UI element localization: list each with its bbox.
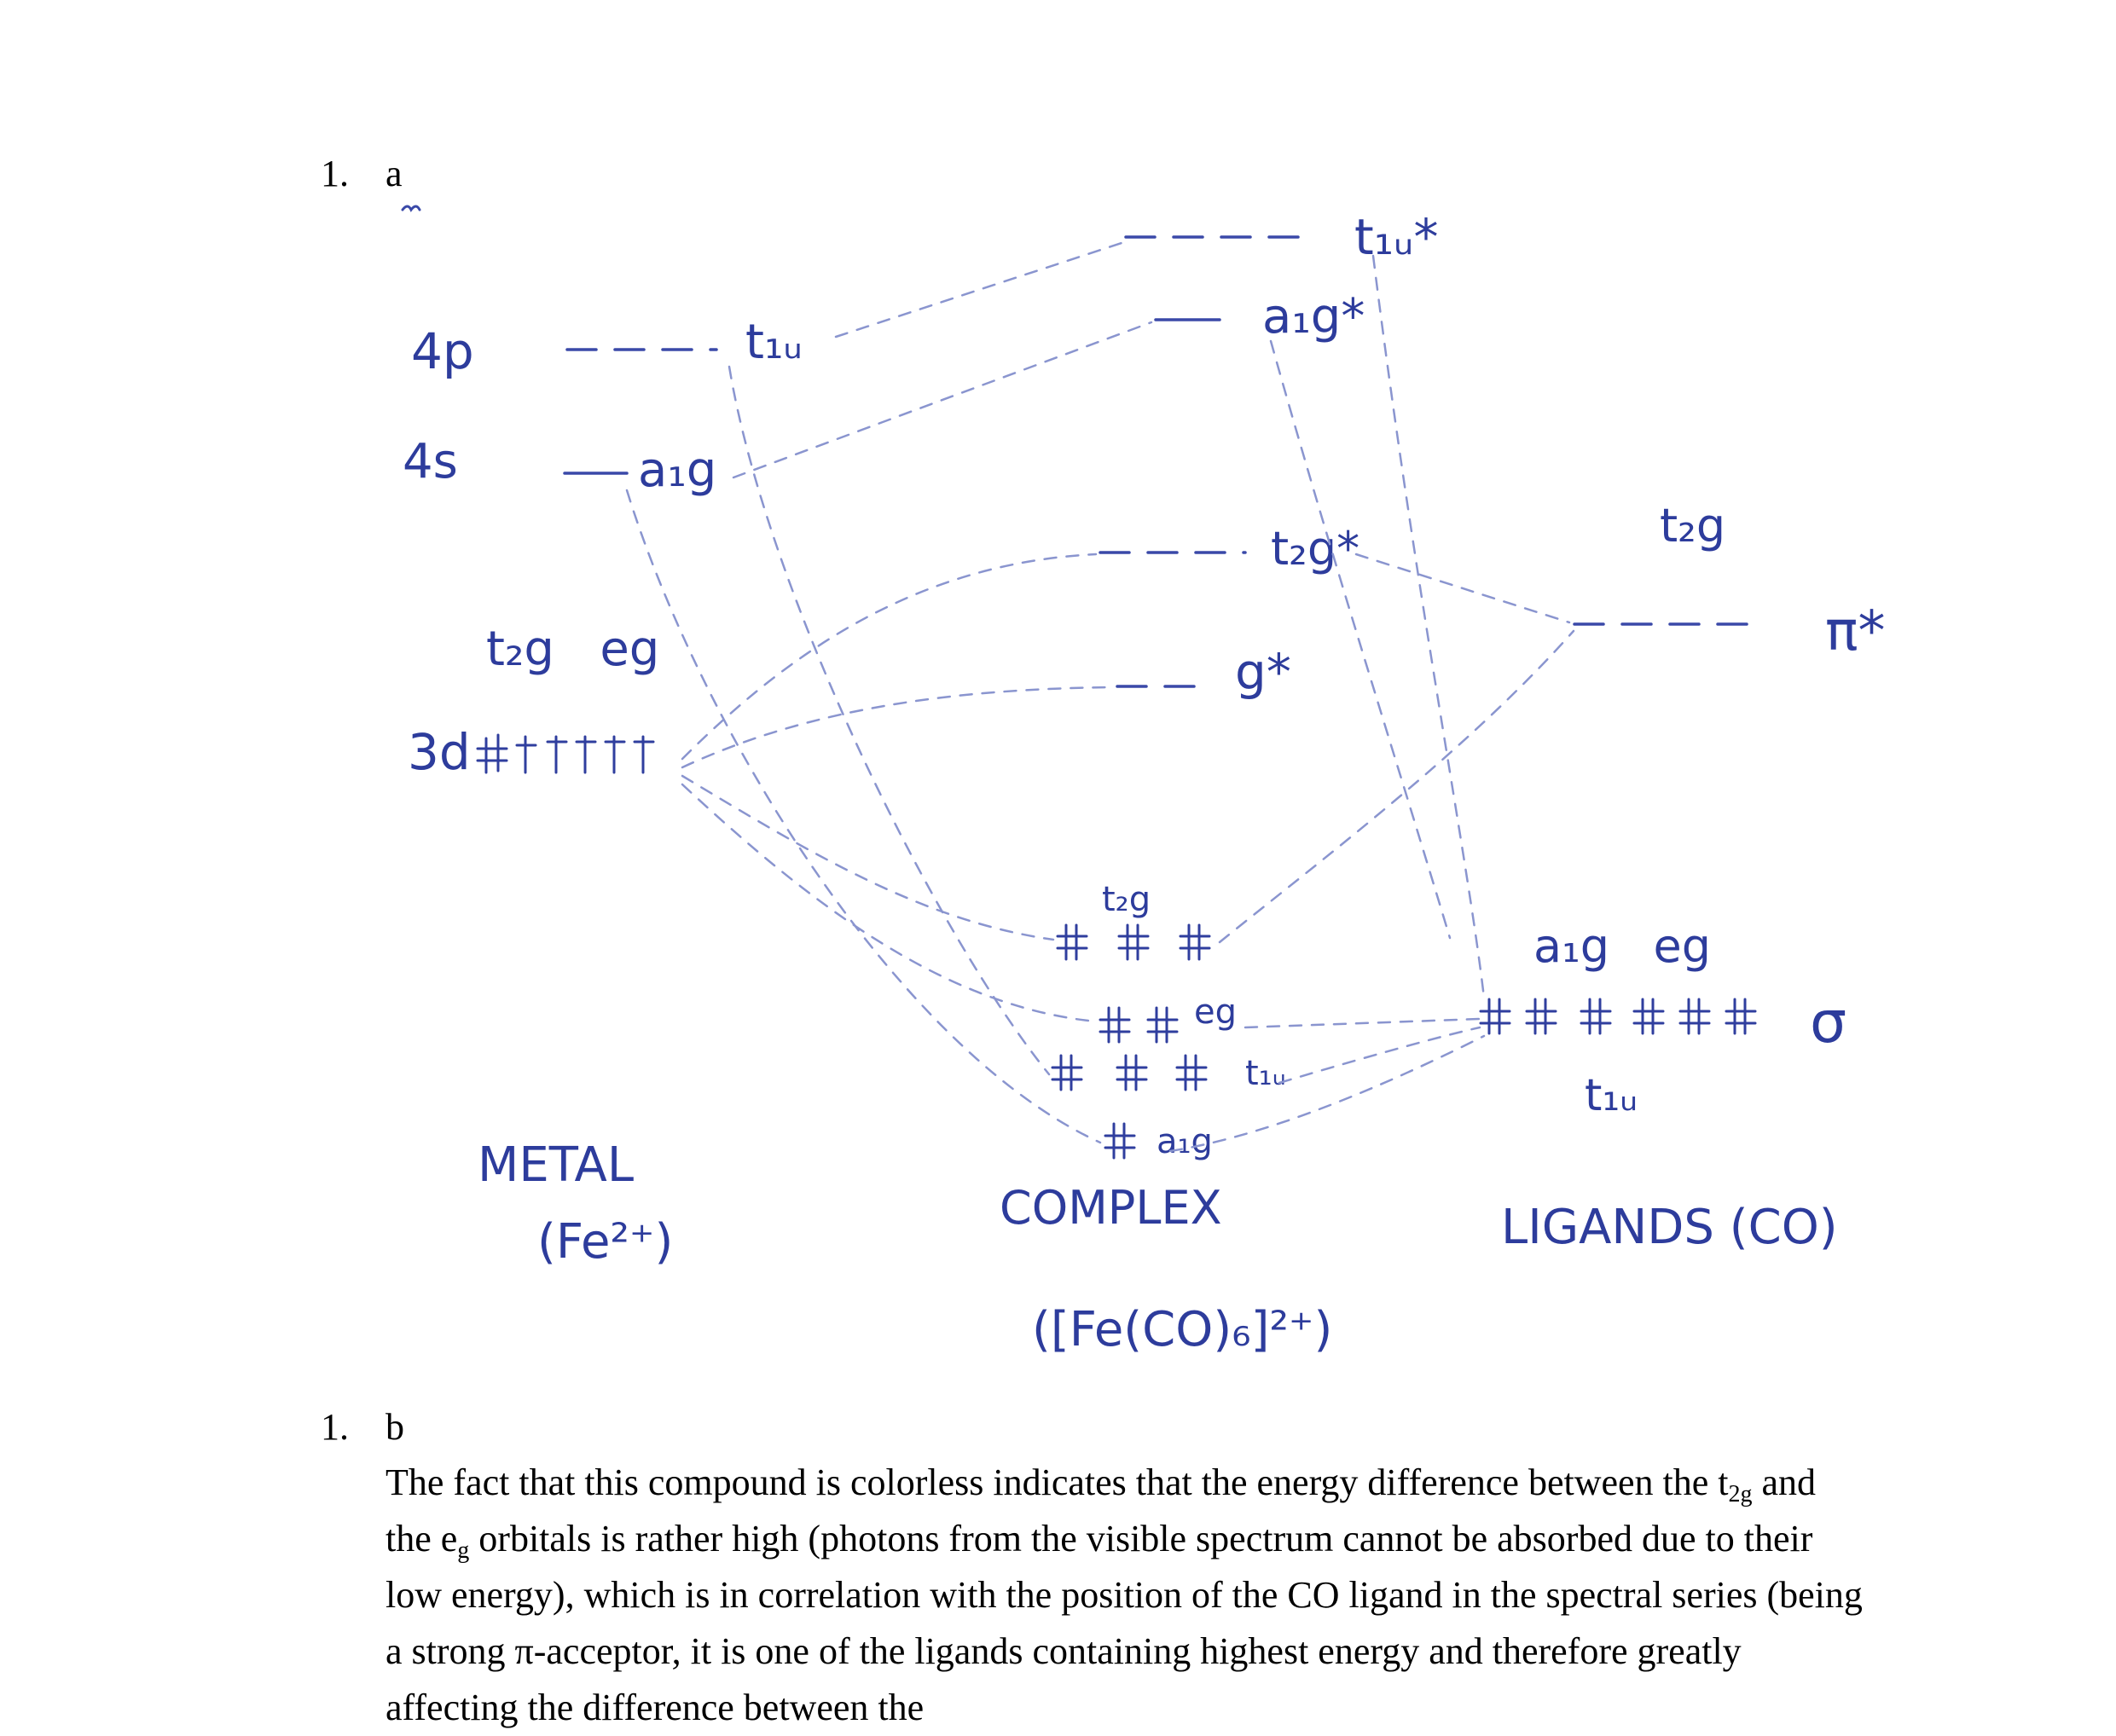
complex-eg-label: eg: [1194, 992, 1237, 1032]
answer-text-3: orbitals is rather high (photons from the visible spectrum cannot be absorbed due to their low energy), which is in correlation with the position of the CO ligand in the spectral series (being a strong π-acceptor, it is one of the ligands containing highest energy and therefore greatly affecting the difference between the: [386, 1518, 1863, 1728]
metal-4p-label: 4p: [411, 322, 474, 380]
ligand-title: LIGANDS (CO): [1501, 1200, 1838, 1255]
complex-t1u-electrons: [1052, 1056, 1206, 1090]
metal-a1g-label: a₁g: [638, 443, 717, 498]
complex-a1g-label: a₁g: [1157, 1122, 1213, 1161]
part-a-letter: a: [386, 153, 403, 194]
complex-t2g-electrons: [1058, 925, 1209, 959]
complex-a1g-electrons: [1105, 1124, 1134, 1158]
answer-sub-eg: g: [457, 1537, 470, 1564]
ligand-t2g-label: t₂g: [1660, 499, 1726, 553]
complex-t1u-label: t₁ᵤ: [1245, 1054, 1286, 1093]
complex-eg-electrons: [1100, 1008, 1177, 1042]
ligand-sigma-label: σ: [1810, 989, 1847, 1056]
metal-4s-label: 4s: [403, 434, 458, 489]
complex-t2g-label: t₂g: [1102, 880, 1151, 919]
complex-title: COMPLEX: [1000, 1181, 1222, 1235]
ligand-pi-label: π*: [1825, 600, 1886, 663]
stray-mark: [403, 206, 420, 210]
metal-title: METAL: [478, 1137, 635, 1193]
answer-sub-t2g: 2g: [1728, 1481, 1753, 1507]
metal-3d-label: 3d: [408, 723, 471, 781]
ligand-sigma-electrons: [1481, 999, 1755, 1033]
ligand-sigma-syms: a₁g eg: [1533, 919, 1712, 973]
metal-t1u-label: t₁ᵤ: [745, 315, 803, 370]
metal-d-sym-label: t₂g eg: [486, 622, 660, 677]
metal-3d-electrons: [478, 735, 653, 773]
part-b-number: 1.: [321, 1406, 349, 1448]
answer-text-1: The fact that this compound is colorless indicates that the energy difference between the t: [386, 1461, 1729, 1503]
complex-t2g-star-label: t₂g*: [1271, 522, 1360, 576]
complex-eg-star-label: g*: [1235, 643, 1291, 701]
part-b-label: [321, 1406, 404, 1448]
part-a-number: 1.: [321, 153, 349, 194]
metal-ion-label: (Fe²⁺): [537, 1214, 674, 1270]
complex-a1g-star-label: a₁g*: [1262, 289, 1365, 344]
ligand-t1u-label: t₁ᵤ: [1585, 1070, 1638, 1121]
part-b-letter: b: [386, 1406, 404, 1448]
correlation-lines: [627, 243, 1574, 1151]
complex-formula: ([Fe(CO)₆]²⁺): [1032, 1302, 1333, 1357]
part-b-answer: [386, 1455, 1870, 1736]
answer-text-2: and the e: [386, 1461, 1817, 1560]
complex-t1u-star-label: t₁ᵤ*: [1354, 208, 1439, 266]
